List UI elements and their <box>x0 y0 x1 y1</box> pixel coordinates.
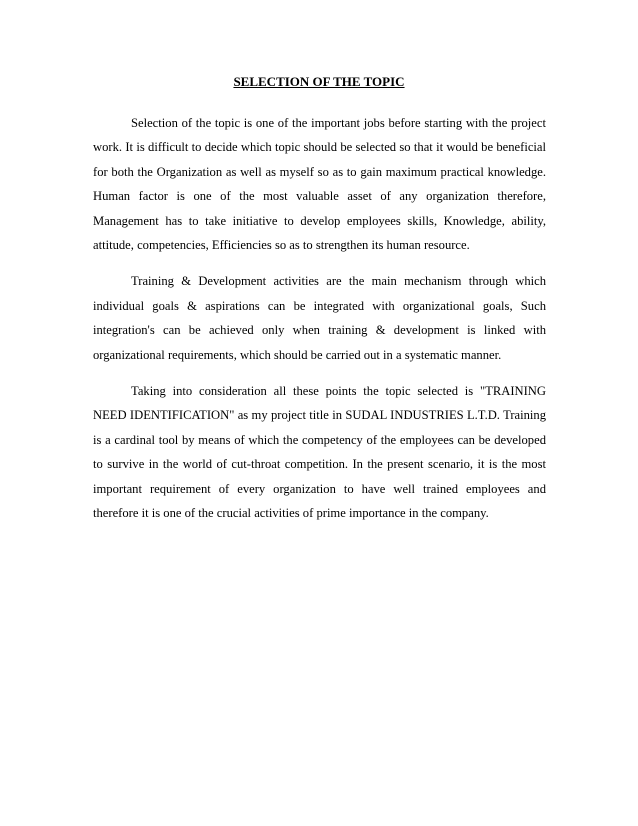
paragraph-selection: Selection of the topic is one of the important jobs before starting with the project work. It is difficult to decide which topic should be selected so that it would be beneficial for both the Organization as well as myself so as to gain maximum practical knowledge. Human factor is one of the most valuable asset of any organization therefore, Management has to take initiative to develop employees skills, Knowledge, ability, attitude, competencies, Efficiencies so as to strengthen its human resource. <box>93 116 546 253</box>
paragraph-training-development: Training & Development activities are the main mechanism through which individual goals & aspirations can be integrated with organizational goals, Such integration's can be achieved only when training & development is linked with organizational requirements, which should be carried out in a systematic manner. <box>93 274 546 362</box>
document-body <box>93 111 546 538</box>
paragraph-topic-selected: Taking into consideration all these points the topic selected is "TRAINING NEED IDENTIFICATION" as my project title in SUDAL INDUSTRIES L.T.D. Training is a cardinal tool by means of which the competency of the employees can be developed to survive in the world of cut-throat competition. In the present scenario, it is the most important requirement of every organization to have well trained employees and therefore it is one of the crucial activities of prime importance in the company. <box>93 384 546 521</box>
page-title: SELECTION OF THE TOPIC <box>233 74 405 89</box>
